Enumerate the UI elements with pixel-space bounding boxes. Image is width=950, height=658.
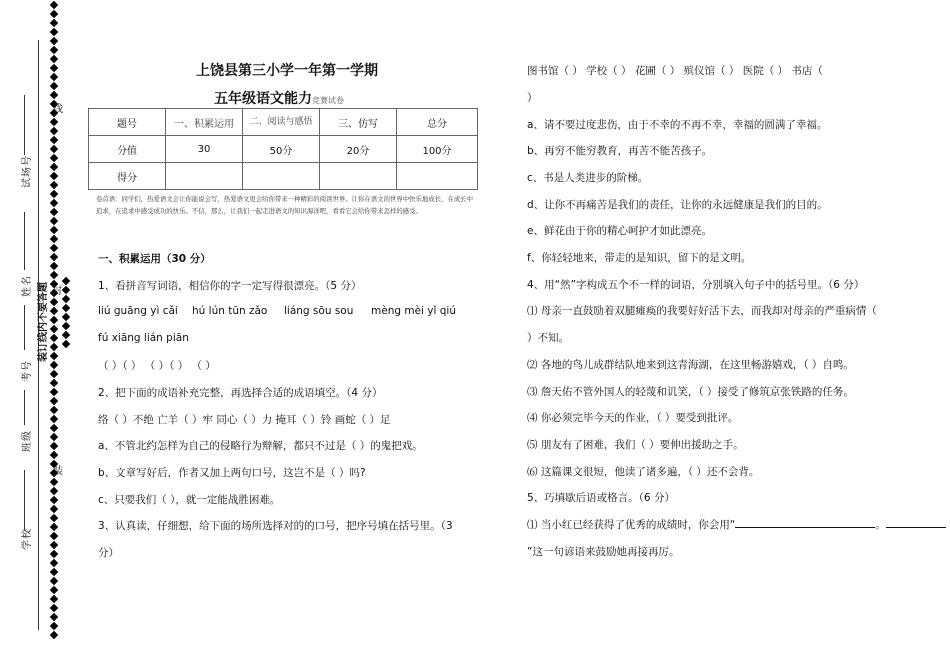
binding-diamond: [50, 415, 58, 423]
binding-diamond: [50, 181, 58, 189]
pinyin-2: hú lún tūn zǎo: [192, 305, 268, 317]
binding-diamond-column: [48, 2, 60, 641]
binding-diamond: [50, 424, 58, 432]
table-cell: 30: [166, 136, 243, 163]
binding-diamond: [50, 136, 58, 144]
binding-diamond: [62, 313, 70, 321]
school-label: 学校: [22, 528, 33, 550]
question-4-1-end: ）不知。: [527, 332, 569, 344]
question-5-1: [527, 517, 946, 532]
class-label: 班级: [22, 430, 33, 452]
slogan-a: a、请不要过度悲伤，由于不幸的不再不幸，幸福的圆满了幸福。: [527, 119, 828, 131]
binding-diamond: [50, 379, 58, 387]
binding-diamond: [50, 163, 58, 171]
binding-diamond: [50, 361, 58, 369]
exam-title: 上饶县第三小学一年第一学期: [196, 63, 378, 79]
binding-diamond: [50, 253, 58, 261]
binding-diamond: [50, 595, 58, 603]
proverb-blank-1[interactable]: [735, 527, 875, 528]
subtitle-small: 竞赛试卷: [312, 96, 344, 105]
slogan-f: f、你轻轻地来，带走的是知识，留下的是文明。: [527, 252, 752, 264]
binding-diamond: [62, 331, 70, 339]
table-cell[interactable]: [243, 163, 320, 190]
places-line: 图书馆（ ） 学校（ ） 花圃（ ） 殡仪馆（ ） 医院（ ） 书店（: [527, 65, 823, 77]
table-cell: 总分: [397, 109, 478, 136]
slogan-e: e、鲜花由于你的精心呵护才如此漂亮。: [527, 225, 712, 237]
binding-diamond: [50, 352, 58, 360]
question-4-2: ⑵ 各地的鸟儿成群结队地来到这青海湖，在这里畅游嬉戏，（ ）自鸣。: [527, 359, 854, 371]
binding-diamond: [50, 325, 58, 333]
binding-diamond: [50, 64, 58, 72]
binding-diamond: [50, 208, 58, 216]
slogan-b: b、再穷不能穷教育，再苦不能苦孩子。: [527, 145, 713, 157]
binding-diamond: [50, 433, 58, 441]
question-4-1: ⑴ 母亲一直鼓励着双腿瘫痪的我要好好活下去，而我却对母亲的严重病情（: [527, 305, 877, 317]
binding-diamond: [50, 334, 58, 342]
question-2a: a、不管北约怎样为自己的侵略行为辩解，都只不过是（ ）的鬼把戏。: [98, 440, 423, 452]
binding-diamond: [50, 478, 58, 486]
binding-diamond: [62, 277, 70, 285]
binding-diamond: [50, 244, 58, 252]
table-cell: 分值: [89, 136, 166, 163]
binding-diamond: [62, 295, 70, 303]
binding-diamond: [50, 397, 58, 405]
table-cell: 题号: [89, 109, 166, 136]
table-cell: 二、阅读与感悟: [243, 109, 320, 136]
section-1-heading: 一、积累运用（30 分）: [98, 253, 211, 265]
binding-diamond: [50, 505, 58, 513]
binding-diamond: [50, 55, 58, 63]
binding-diamond: [50, 577, 58, 585]
binding-diamond: [50, 217, 58, 225]
pinyin-answer-brackets[interactable]: （ ）（ ） （ ）（ ） （ ）: [98, 360, 216, 372]
binding-diamond: [50, 10, 58, 18]
exam-room-line: [24, 95, 25, 155]
binding-diamond: [50, 388, 58, 396]
binding-diamond: [50, 172, 58, 180]
binding-diamond: [50, 442, 58, 450]
binding-diamond: [50, 451, 58, 459]
binding-diamond: [50, 613, 58, 621]
binding-diamond: [50, 631, 58, 639]
binding-diamond: [50, 541, 58, 549]
table-cell: 50分: [243, 136, 320, 163]
school-line: [24, 470, 25, 530]
binding-diamond: [50, 559, 58, 567]
question-5-1-end: ”这一句谚语来鼓励她再接再厉。: [527, 546, 680, 558]
binding-diamond: [62, 322, 70, 330]
question-4-4: ⑷ 你必须完毕今天的作业，（ ）要受到批评。: [527, 412, 739, 424]
table-row: [89, 136, 478, 163]
question-4-3: ⑶ 詹天佑不管外国人的轻蔑和讥笑，（ ）接受了修筑京张铁路的任务。: [527, 386, 854, 398]
proverb-blank-2[interactable]: [886, 527, 946, 528]
table-cell[interactable]: [320, 163, 397, 190]
binding-diamond: [50, 568, 58, 576]
binding-diamond: [50, 307, 58, 315]
exam-subtitle: [214, 88, 344, 108]
binding-diamond: [50, 235, 58, 243]
places-line-end: ）: [527, 92, 538, 104]
table-cell: 20分: [320, 136, 397, 163]
binding-diamond: [50, 1, 58, 9]
binding-diamond: [50, 316, 58, 324]
binding-diamond: [50, 82, 58, 90]
binding-mark: 装: [53, 466, 63, 477]
binding-diamond: [50, 370, 58, 378]
seal-mark: 封: [52, 286, 62, 297]
score-table: [88, 108, 478, 190]
binding-diamond: [50, 199, 58, 207]
binding-diamond: [50, 37, 58, 45]
binding-diamond: [50, 73, 58, 81]
binding-diamond: [50, 604, 58, 612]
question-2b: b、文章写好后，作者又加上两句口号，这岂不是（ ）吗?: [98, 467, 366, 479]
pinyin-1: liú guāng yì cǎi: [98, 305, 178, 317]
question-3-points: 分）: [98, 547, 119, 559]
binding-diamond: [50, 406, 58, 414]
binding-diamond: [62, 340, 70, 348]
binding-diamond: [50, 91, 58, 99]
pinyin-4: mèng mèi yǐ qiú: [371, 305, 456, 317]
binding-diamond: [50, 190, 58, 198]
binding-diamond: [62, 304, 70, 312]
binding-diamond: [50, 298, 58, 306]
question-5: 5、巧填歇后语或格言。（6 分）: [527, 492, 675, 504]
question-4-6: ⑹ 这篇课文很短，他读了诸多遍，（ ）还不会背。: [527, 466, 760, 478]
table-cell: 得分: [89, 163, 166, 190]
question-4-5: ⑸ 朋友有了困难，我们（ ）要伸出援助之手。: [527, 439, 744, 451]
question-5-1-text: ⑴ 当小红已经获得了优秀的成绩时，你会用“: [527, 519, 736, 531]
class-line: [24, 390, 25, 425]
binding-diamond: [50, 487, 58, 495]
slogan-d: d、让你不再痛苦是我们的责任，让你的永远健康是我们的目的。: [527, 199, 828, 211]
binding-diamond: [62, 286, 70, 294]
preface-text: 卷首语：同学们，热爱语文会让你能说会写，热爱语文更会给你带来一种精彩的阅读世界。让你在语文的世界中快乐地成长，在成长中追求，在追求中感受成功的快乐。不信，那么，让我们一起走进语文的知识海洋吧，看看它会给你带来怎样的感受。: [96, 195, 474, 215]
table-cell[interactable]: [166, 163, 243, 190]
question-5-1-mid: 。: [875, 519, 886, 531]
binding-diamond: [50, 145, 58, 153]
binding-diamond: [50, 118, 58, 126]
number-line: [24, 305, 25, 350]
binding-diamond: [50, 550, 58, 558]
binding-diamond: [50, 154, 58, 162]
binding-diamond: [50, 19, 58, 27]
table-cell: 三、仿写: [320, 109, 397, 136]
binding-diamond: [50, 622, 58, 630]
name-label: 姓名: [22, 275, 33, 297]
binding-diamond: [50, 28, 58, 36]
table-cell: 一、积累运用: [166, 109, 243, 136]
binding-diamond: [50, 514, 58, 522]
binding-diamond: [50, 532, 58, 540]
question-1: 1、看拼音写词语，相信你的字一定写得很漂亮。（5 分）: [98, 280, 362, 292]
idiom-blanks[interactable]: 络（ ）不绝 亡羊（ ）牢 同心（ ）力 掩耳（ ）铃 画蛇（ ）足: [98, 414, 391, 426]
binding-diamond: [50, 46, 58, 54]
question-3: 3、认真读，仔细想，给下面的场所选择对的的口号，把序号填在括号里。（3: [98, 520, 453, 532]
line-mark: 线: [53, 104, 63, 115]
binding-diamond: [50, 226, 58, 234]
binding-diamond: [50, 127, 58, 135]
binding-diamond: [50, 343, 58, 351]
binding-diamond: [50, 586, 58, 594]
binding-diamond: [50, 262, 58, 270]
question-2c: c、只要我们（ ），就一定能战胜困难。: [98, 494, 281, 506]
slogan-c: c、书是人类进步的阶梯。: [527, 172, 649, 184]
question-4: 4、用“然”字构成五个不一样的词语，分别填入句子中的括号里。（6 分）: [527, 279, 865, 291]
binding-note: 装订线内不要答题: [38, 282, 49, 362]
table-row: [89, 109, 478, 136]
subtitle-main: 五年级语文能力: [214, 91, 312, 107]
binding-diamond: [50, 271, 58, 279]
binding-diamond: [50, 523, 58, 531]
exam-room-label: 试场号: [22, 155, 33, 188]
table-row: [89, 163, 478, 190]
pinyin-5: fú xiāng lián piān: [98, 332, 189, 344]
question-2: 2、把下面的成语补充完整，再选择合适的成语填空。（4 分）: [98, 387, 383, 399]
name-line: [24, 212, 25, 270]
table-cell: 100分: [397, 136, 478, 163]
binding-diamond: [50, 496, 58, 504]
number-label: 考号: [22, 360, 33, 382]
table-cell[interactable]: [397, 163, 478, 190]
pinyin-3: liáng sōu sou: [284, 305, 354, 317]
